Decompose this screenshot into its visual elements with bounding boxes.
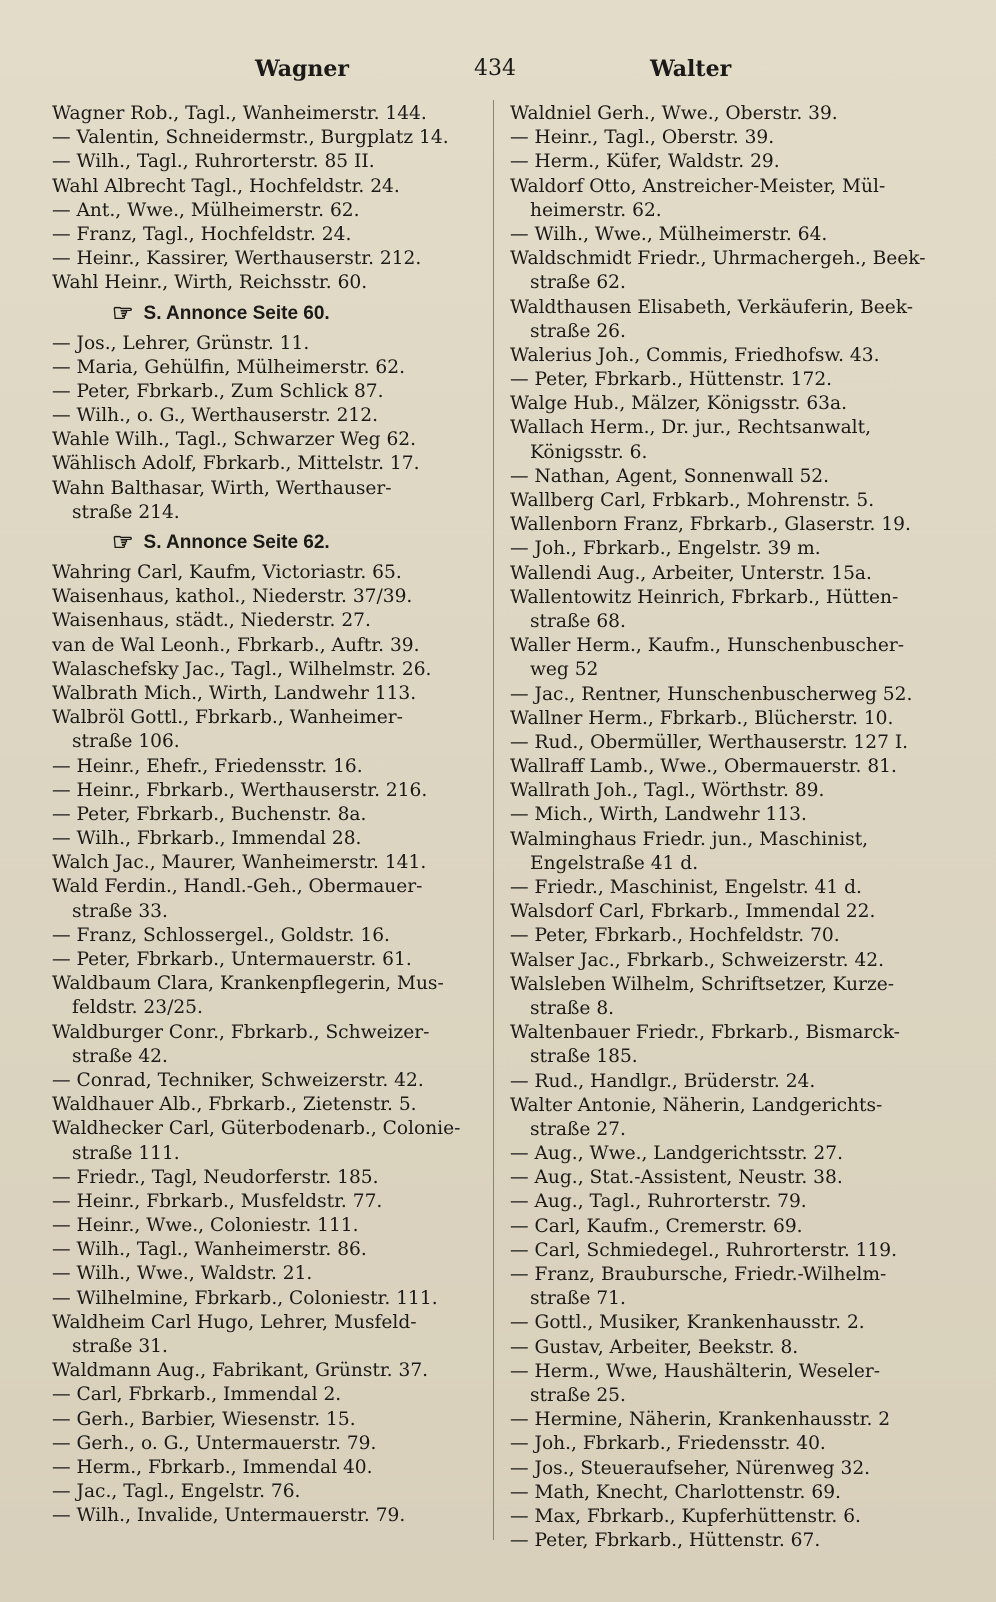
annonce-notice [52,525,482,561]
directory-entry: — Peter, Fbrkarb., Untermauerstr. 61. [52,949,412,970]
directory-entry: Wagner Rob., Tagl., Wanheimerstr. 144. [52,103,427,124]
directory-entry: — Hermine, Näherin, Krankenhausstr. 2 [510,1409,891,1431]
directory-entry: straße 8. [530,997,615,1019]
directory-entry: — Wilh., o. G., Werthauserstr. 212. [52,405,379,427]
directory-entry: Walsleben Wilhelm, Schriftsetzer, Kurze- [510,973,895,995]
directory-entry: — Jac., Tagl., Engelstr. 76. [52,1481,301,1503]
directory-entry: Waldheim Carl Hugo, Lehrer, Musfeld- [52,1311,417,1333]
directory-entry: Walch Jac., Maurer, Wanheimerstr. 141. [52,852,427,874]
directory-entry: straße 62. [530,272,626,294]
directory-entry: — Heinr., Fbrkarb., Werthauserstr. 216. [52,779,428,801]
directory-entry: — Herm., Fbrkarb., Immendal 40. [52,1456,373,1478]
directory-entry: Waldhauer Alb., Fbrkarb., Zietenstr. 5. [52,1094,417,1116]
directory-entry: feldstr. 23/25. [72,997,203,1019]
directory-entry: straße 25. [530,1384,626,1406]
directory-entry: straße 71. [530,1288,626,1310]
directory-entry: — Math, Knecht, Charlottenstr. 69. [510,1481,841,1503]
directory-entry: Waldorf Otto, Anstreicher-Meister, Mül- [510,175,886,197]
directory-entry: Wahl Albrecht Tagl., Hochfeldstr. 24. [52,175,400,197]
directory-entry: — Franz, Braubursche, Friedr.-Wilhelm- [510,1264,887,1285]
directory-entry: heimerstr. 62. [530,199,662,221]
directory-entry: Waller Herm., Kaufm., Hunschenbuscher- [510,635,904,657]
directory-entry: straße 26. [530,320,626,342]
directory-entry: Wald Ferdin., Handl.-Geh., Obermauer- [52,876,423,898]
annonce-notice [52,296,482,332]
directory-entry: — Herm., Wwe, Haushälterin, Weseler- [510,1360,881,1382]
directory-entry: — Heinr., Ehefr., Friedensstr. 16. [52,755,363,777]
directory-entry: — Peter, Fbrkarb., Buchenstr. 8a. [52,803,367,825]
directory-entry: — Aug., Tagl., Ruhrorterstr. 79. [510,1191,807,1213]
left-column [52,102,482,1529]
directory-entry: — Peter, Fbrkarb., Zum Schlick 87. [52,380,384,402]
pointing-hand-icon: ☞ [112,529,134,556]
directory-entry: Walser Jac., Fbrkarb., Schweizerstr. 42. [510,949,885,971]
directory-entry: — Carl, Kaufm., Cremerstr. 69. [510,1215,803,1237]
directory-entry: Waldmann Aug., Fabrikant, Grünstr. 37. [52,1360,429,1382]
directory-entry: — Ant., Wwe., Mülheimerstr. 62. [52,199,360,221]
directory-entry: straße 27. [530,1118,626,1140]
directory-entry: — Jos., Steueraufseher, Nürenweg 32. [510,1457,871,1479]
directory-entry: — Carl, Schmiedegel., Ruhrorterstr. 119. [510,1239,898,1261]
directory-entry: — Gottl., Musiker, Krankenhausstr. 2. [510,1312,865,1334]
directory-entry: — Rud., Handlgr., Brüderstr. 24. [510,1070,816,1092]
directory-entry: — Valentin, Schneidermstr., Burgplatz 14. [52,127,449,149]
header-right-word: Walter [650,56,732,82]
directory-entry: Wallraff Lamb., Wwe., Obermauerstr. 81. [510,756,897,778]
directory-entry: — Heinr., Tagl., Oberstr. 39. [510,127,775,149]
directory-entry: — Peter, Fbrkarb., Hochfeldstr. 70. [510,925,840,947]
directory-entry: Walbröl Gottl., Fbrkarb., Wanheimer- [52,707,403,729]
header-left-word: Wagner [255,56,350,82]
directory-entry: straße 42. [72,1045,168,1067]
directory-entry: weg 52 [530,659,599,681]
directory-entry: Wählisch Adolf, Fbrkarb., Mittelstr. 17. [52,453,420,475]
directory-entry: Walter Antonie, Näherin, Landgerichts- [510,1094,883,1116]
directory-entry: straße 185. [530,1046,638,1068]
directory-entry: straße 106. [72,731,180,753]
directory-entry: Wallberg Carl, Frbkarb., Mohrenstr. 5. [510,490,875,511]
directory-entry: Waisenhaus, kathol., Niederstr. 37/39. [52,586,413,608]
directory-entry: — Conrad, Techniker, Schweizerstr. 42. [52,1069,424,1091]
directory-entry: Walge Hub., Mälzer, Königsstr. 63a. [510,393,847,415]
column-divider [493,100,494,1540]
right-column [510,102,940,1553]
directory-entry: Wallach Herm., Dr. jur., Rechtsanwalt, [510,417,872,439]
directory-entry: Walbrath Mich., Wirth, Landwehr 113. [52,682,417,704]
directory-entry: Wahring Carl, Kaufm, Victoriastr. 65. [52,562,402,583]
directory-entry: straße 214. [72,501,180,523]
directory-entry: Waldniel Gerh., Wwe., Oberstr. 39. [510,103,838,124]
directory-entry: — Herm., Küfer, Waldstr. 29. [510,151,780,173]
directory-entry: straße 68. [530,610,626,632]
directory-entry: Wahn Balthasar, Wirth, Werthauser- [52,477,392,499]
directory-entry: Waisenhaus, städt., Niederstr. 27. [52,610,371,632]
directory-entry: Wallendi Aug., Arbeiter, Unterstr. 15a. [510,562,872,584]
directory-entry: — Gerh., o. G., Untermauerstr. 79. [52,1432,377,1454]
directory-entry: Waldhecker Carl, Güterbodenarb., Colonie- [52,1118,461,1140]
directory-entry: Walaschefsky Jac., Tagl., Wilhelmstr. 26. [52,658,432,680]
directory-entry: Wallrath Joh., Tagl., Wörthstr. 89. [510,780,825,802]
directory-entry: — Wilh., Tagl., Ruhrorterstr. 85 II. [52,151,375,173]
directory-entry: Walsdorf Carl, Fbrkarb., Immendal 22. [510,901,876,923]
annonce-text: S. Annonce Seite 60. [143,302,330,324]
directory-entry: Engelstraße 41 d. [530,852,699,874]
directory-entry: — Franz, Schlossergel., Goldstr. 16. [52,924,390,946]
directory-entry: — Wilh., Invalide, Untermauerstr. 79. [52,1505,406,1527]
directory-entry: Waldbaum Clara, Krankenpflegerin, Mus- [52,973,444,995]
directory-entry: Waldthausen Elisabeth, Verkäuferin, Beek- [510,296,913,318]
directory-entry: — Jos., Lehrer, Grünstr. 11. [52,332,310,354]
directory-entry: — Max, Fbrkarb., Kupferhüttenstr. 6. [510,1505,861,1527]
directory-entry: Waldburger Conr., Fbrkarb., Schweizer- [52,1021,430,1043]
page-header [0,56,996,90]
directory-entry: — Maria, Gehülfin, Mülheimerstr. 62. [52,356,405,378]
directory-entry: — Aug., Stat.-Assistent, Neustr. 38. [510,1167,843,1189]
page-number: 434 [474,56,516,81]
directory-entry: Waltenbauer Friedr., Fbrkarb., Bismarck- [510,1022,900,1044]
directory-entry: — Peter, Fbrkarb., Hüttenstr. 172. [510,369,833,391]
directory-entry: — Friedr., Tagl, Neudorferstr. 185. [52,1166,379,1188]
directory-entry: Wallenborn Franz, Fbrkarb., Glaserstr. 19. [510,514,911,536]
directory-entry: — Gerh., Barbier, Wiesenstr. 15. [52,1408,356,1430]
directory-entry: Waldschmidt Friedr., Uhrmachergeh., Beek- [510,248,926,270]
directory-entry: — Wilh., Tagl., Wanheimerstr. 86. [52,1239,367,1261]
directory-entry: Wahl Heinr., Wirth, Reichsstr. 60. [52,272,368,294]
directory-entry: — Franz, Tagl., Hochfeldstr. 24. [52,223,352,245]
directory-entry: Wallner Herm., Fbrkarb., Blücherstr. 10. [510,707,894,729]
directory-entry: Königsstr. 6. [530,441,648,463]
directory-entry: — Peter, Fbrkarb., Hüttenstr. 67. [510,1530,821,1552]
directory-entry: straße 111. [72,1142,180,1164]
directory-entry: Walminghaus Friedr. jun., Maschinist, [510,828,869,850]
directory-entry: — Aug., Wwe., Landgerichtsstr. 27. [510,1143,844,1165]
directory-entry: straße 33. [72,900,168,922]
directory-entry: — Wilhelmine, Fbrkarb., Coloniestr. 111. [52,1287,438,1309]
pointing-hand-icon: ☞ [112,299,134,327]
directory-entry: Walerius Joh., Commis, Friedhofsw. 43. [510,344,880,366]
directory-entry: — Wilh., Wwe., Waldstr. 21. [52,1263,313,1285]
directory-entry: — Gustav, Arbeiter, Beekstr. 8. [510,1336,799,1358]
directory-entry: van de Wal Leonh., Fbrkarb., Auftr. 39. [52,634,420,656]
directory-entry: — Carl, Fbrkarb., Immendal 2. [52,1384,342,1406]
directory-entry: straße 31. [72,1336,168,1357]
directory-entry: — Rud., Obermüller, Werthauserstr. 127 I. [510,731,909,753]
annonce-text: S. Annonce Seite 62. [143,532,330,554]
directory-entry: — Mich., Wirth, Landwehr 113. [510,804,807,826]
directory-entry: — Heinr., Fbrkarb., Musfeldstr. 77. [52,1190,383,1212]
directory-entry: — Heinr., Kassirer, Werthauserstr. 212. [52,248,422,270]
directory-entry: Wallentowitz Heinrich, Fbrkarb., Hütten- [510,586,899,608]
directory-entry: — Jac., Rentner, Hunschenbuscherweg 52. [510,683,913,705]
directory-entry: — Nathan, Agent, Sonnenwall 52. [510,465,830,487]
directory-entry: — Wilh., Wwe., Mülheimerstr. 64. [510,223,828,245]
directory-entry: — Wilh., Fbrkarb., Immendal 28. [52,828,362,850]
directory-entry: Wahle Wilh., Tagl., Schwarzer Weg 62. [52,429,417,451]
directory-entry: — Joh., Fbrkarb., Engelstr. 39 m. [510,538,821,560]
directory-entry: — Joh., Fbrkarb., Friedensstr. 40. [510,1433,826,1455]
directory-entry: — Friedr., Maschinist, Engelstr. 41 d. [510,877,862,898]
directory-entry: — Heinr., Wwe., Coloniestr. 111. [52,1215,359,1237]
